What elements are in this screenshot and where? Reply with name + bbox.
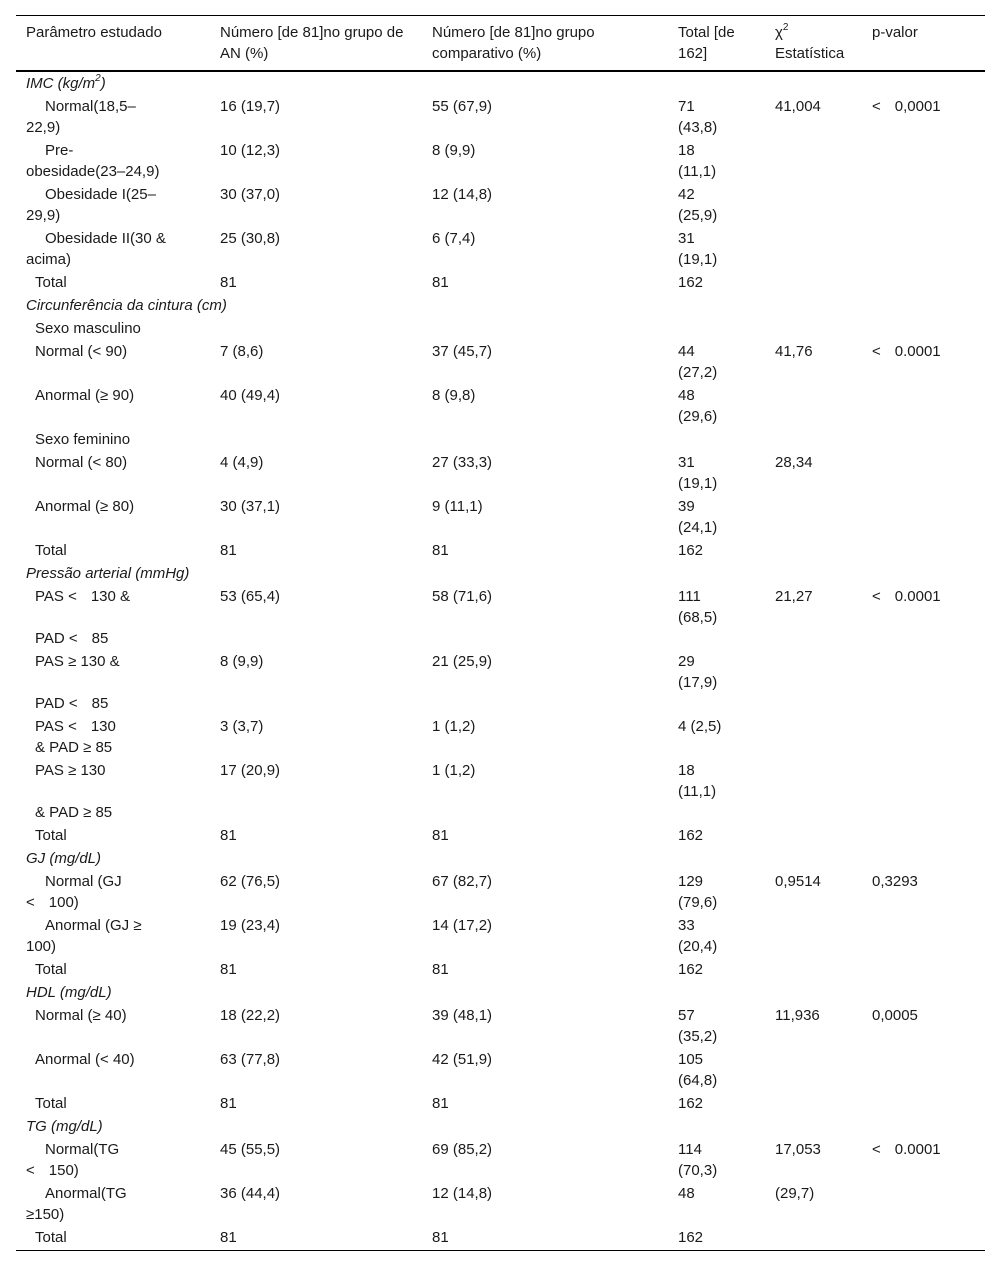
header-param: Parâmetro estudado: [16, 16, 210, 72]
row-label: Total: [35, 542, 67, 559]
cell-p: [862, 1092, 985, 1115]
cell-chi: [765, 227, 862, 271]
table-row: [16, 271, 985, 294]
cell-an: 81: [220, 1095, 237, 1112]
row-label: Total: [35, 274, 67, 291]
cell-p: [862, 824, 985, 847]
cell-p: [862, 759, 985, 824]
cell-total: 4 (2,5): [678, 718, 722, 735]
table-row: [16, 95, 985, 139]
cell-p: < 0.0001: [872, 1141, 941, 1158]
cell-total: 44 (27,2): [678, 343, 718, 381]
cell-an: 30 (37,1): [220, 498, 281, 515]
cell-chi: 41,76: [775, 343, 813, 360]
cell-comp: 14 (17,2): [432, 917, 493, 934]
cell-chi: 41,004: [775, 98, 821, 115]
cell-p: [862, 1182, 985, 1226]
cell-total: 42 (25,9): [678, 186, 718, 224]
section-row: [16, 562, 985, 585]
subgroup-label: Sexo masculino: [35, 320, 141, 337]
cell-total: 114 (70,3): [678, 1141, 718, 1179]
cell-p: [862, 139, 985, 183]
cell-p: [862, 1048, 985, 1092]
section-title: GJ (mg/dL): [26, 850, 102, 867]
cell-comp: 55 (67,9): [432, 98, 493, 115]
cell-total: 18 (11,1): [678, 762, 717, 800]
cell-chi: [765, 539, 862, 562]
cell-p: [862, 539, 985, 562]
cell-total: 162: [678, 827, 704, 844]
cell-comp: 8 (9,8): [432, 387, 476, 404]
row-label: PAS < 130 & PAD ≥ 85: [35, 718, 116, 756]
row-label: Normal(18,5– 22,9): [26, 98, 136, 136]
header-comp: Número [de 81]no grupo comparativo (%): [422, 16, 668, 72]
section-title: TG (mg/dL): [26, 1118, 103, 1135]
subgroup-label: Sexo feminino: [35, 431, 131, 448]
cell-p: [862, 271, 985, 294]
cell-comp: 67 (82,7): [432, 873, 493, 890]
cell-chi: [765, 183, 862, 227]
table-row: [16, 539, 985, 562]
row-label: Anormal (GJ ≥ 100): [26, 917, 142, 955]
header-total: Total [de 162]: [668, 16, 765, 72]
cell-chi: [765, 271, 862, 294]
cell-an: 36 (44,4): [220, 1185, 281, 1202]
cell-total: 29 (17,9): [678, 653, 718, 691]
section-title: Pressão arterial (mmHg): [26, 565, 190, 582]
section-row: [16, 1115, 985, 1138]
table-row: [16, 715, 985, 759]
cell-total: 162: [678, 961, 704, 978]
cell-comp: 21 (25,9): [432, 653, 493, 670]
cell-comp: 58 (71,6): [432, 588, 493, 605]
cell-total: 48 (29,6): [678, 387, 718, 425]
cell-comp: 81: [432, 961, 449, 978]
cell-an: 7 (8,6): [220, 343, 264, 360]
cell-an: 4 (4,9): [220, 454, 264, 471]
cell-total: 162: [668, 1226, 765, 1251]
cell-total: 105 (64,8): [678, 1051, 718, 1089]
table-row: [16, 1182, 985, 1226]
section-title: IMC $(kg/m^2)$: [26, 73, 106, 92]
table-row: [16, 759, 985, 824]
table-row: [16, 495, 985, 539]
cell-comp: 81: [422, 1226, 668, 1251]
cell-comp: 81: [432, 827, 449, 844]
cell-an: 25 (30,8): [220, 230, 281, 247]
cell-total: 162: [678, 542, 704, 559]
table-row: [16, 585, 985, 650]
cell-comp: 9 (11,1): [432, 498, 483, 515]
table-row: [16, 1048, 985, 1092]
cell-chi: [765, 824, 862, 847]
header-an: Número [de 81]no grupo de AN (%): [210, 16, 422, 72]
data-table-container: [16, 15, 985, 1251]
cell-p: [862, 384, 985, 428]
cell-p: [862, 715, 985, 759]
cell-an: 81: [220, 827, 237, 844]
cell-total: 57 (35,2): [678, 1007, 718, 1045]
cell-comp: 37 (45,7): [432, 343, 493, 360]
cell-total: 33 (20,4): [678, 917, 718, 955]
section-title: Circunferência da cintura (cm): [26, 297, 227, 314]
table-row: [16, 317, 985, 340]
cell-comp: 81: [432, 542, 449, 559]
cell-p: [862, 958, 985, 981]
row-label: Normal (< 80): [35, 454, 128, 471]
cell-chi: [765, 495, 862, 539]
cell-p: 0,0005: [872, 1007, 918, 1024]
table-row: [16, 183, 985, 227]
row-label: Anormal(TG ≥150): [26, 1185, 127, 1223]
table-row: [16, 1138, 985, 1182]
cell-chi: [765, 759, 862, 824]
table-row: [16, 340, 985, 384]
table-row: [16, 1004, 985, 1048]
cell-chi: [765, 1092, 862, 1115]
cell-chi: 28,34: [775, 454, 813, 471]
cell-chi: (29,7): [775, 1185, 815, 1202]
section-row: [16, 294, 985, 317]
cell-total: 129 (79,6): [678, 873, 718, 911]
cell-comp: 1 (1,2): [432, 762, 476, 779]
cell-chi: [765, 1048, 862, 1092]
row-label: Anormal (≥ 80): [35, 498, 135, 515]
cell-p: [862, 1226, 985, 1251]
table-row: [16, 384, 985, 428]
cell-total: 162: [678, 274, 704, 291]
cell-an: 81: [220, 542, 237, 559]
cell-an: 8 (9,9): [220, 653, 264, 670]
cell-chi: 17,053: [775, 1141, 821, 1158]
cell-total: 48: [678, 1185, 695, 1202]
row-label: Obesidade I(25– 29,9): [26, 186, 156, 224]
table-row: [16, 139, 985, 183]
cell-comp: 81: [432, 1095, 449, 1112]
row-label: Normal (< 90): [35, 343, 128, 360]
cell-comp: 81: [432, 274, 449, 291]
cell-p: [862, 650, 985, 715]
table-row: [16, 428, 985, 451]
cell-p: [862, 495, 985, 539]
table-row: [16, 958, 985, 981]
row-label: Normal (≥ 40): [35, 1007, 127, 1024]
cell-total: 31 (19,1): [678, 230, 718, 268]
cell-p: 0,3293: [872, 873, 918, 890]
cell-an: 81: [210, 1226, 422, 1251]
cell-an: 45 (55,5): [220, 1141, 281, 1158]
cell-chi: 11,936: [775, 1007, 820, 1024]
section-row: [16, 981, 985, 1004]
row-label: Total: [16, 1226, 210, 1251]
table-row: [16, 914, 985, 958]
cell-comp: 1 (1,2): [432, 718, 476, 735]
table-row: [16, 650, 985, 715]
cell-chi: [765, 384, 862, 428]
row-label: PAS < 130 & PAD < 85: [35, 588, 131, 647]
header-row: [16, 16, 985, 72]
cell-total: 39 (24,1): [678, 498, 718, 536]
cell-an: 63 (77,8): [220, 1051, 281, 1068]
cell-an: 10 (12,3): [220, 142, 281, 159]
cell-an: 30 (37,0): [220, 186, 281, 203]
cell-comp: 6 (7,4): [432, 230, 476, 247]
cell-p: < 0.0001: [872, 588, 941, 605]
cell-chi: [765, 139, 862, 183]
cell-an: 16 (19,7): [220, 98, 281, 115]
cell-p: [862, 183, 985, 227]
cell-chi: [765, 958, 862, 981]
cell-chi: [765, 715, 862, 759]
row-label: Anormal (≥ 90): [35, 387, 135, 404]
cell-comp: 12 (14,8): [432, 186, 493, 203]
cell-total: 31 (19,1): [678, 454, 718, 492]
cell-comp: 27 (33,3): [432, 454, 493, 471]
header-p: p-valor: [862, 16, 985, 72]
section-title: HDL (mg/dL): [26, 984, 112, 1001]
cell-total: 18 (11,1): [678, 142, 717, 180]
chi-sup: 2: [782, 22, 789, 33]
row-label: Total: [35, 827, 67, 844]
row-label: Normal (GJ < 100): [26, 873, 122, 911]
cell-comp: 42 (51,9): [432, 1051, 493, 1068]
cell-an: 81: [220, 961, 237, 978]
row-label: PAS ≥ 130 & PAD < 85: [35, 653, 120, 712]
cell-comp: 39 (48,1): [432, 1007, 493, 1024]
row-label: Normal(TG < 150): [26, 1141, 120, 1179]
cell-p: < 0,0001: [872, 98, 941, 115]
cell-p: < 0.0001: [872, 343, 941, 360]
table-row: [16, 451, 985, 495]
table-row: [16, 824, 985, 847]
results-table: [16, 15, 985, 1251]
cell-chi: [765, 1226, 862, 1251]
cell-p: [862, 914, 985, 958]
section-row: [16, 847, 985, 870]
row-label: Total: [35, 961, 67, 978]
chi-symbol: χ: [775, 24, 783, 41]
cell-chi: [765, 914, 862, 958]
table-row: [16, 227, 985, 271]
cell-an: 17 (20,9): [220, 762, 281, 779]
chi-label: Estatística: [775, 45, 845, 62]
table-row: [16, 870, 985, 914]
row-label: Total: [35, 1095, 67, 1112]
cell-chi: [765, 650, 862, 715]
row-label: Obesidade II(30 & acima): [26, 230, 166, 268]
cell-chi: 21,27: [775, 588, 813, 605]
cell-total: 71 (43,8): [678, 98, 718, 136]
cell-an: 19 (23,4): [220, 917, 281, 934]
cell-an: 3 (3,7): [220, 718, 264, 735]
section-row: [16, 71, 985, 95]
cell-total: 111 (68,5): [678, 588, 718, 626]
header-chi: [765, 16, 862, 72]
cell-an: 53 (65,4): [220, 588, 281, 605]
cell-p: [862, 451, 985, 495]
cell-chi: 0,9514: [775, 873, 821, 890]
cell-comp: 69 (85,2): [432, 1141, 493, 1158]
cell-comp: 12 (14,8): [432, 1185, 493, 1202]
table-row: [16, 1092, 985, 1115]
cell-comp: 8 (9,9): [432, 142, 476, 159]
cell-total: 162: [678, 1095, 704, 1112]
cell-an: 62 (76,5): [220, 873, 281, 890]
cell-p: [862, 227, 985, 271]
cell-an: 40 (49,4): [220, 387, 281, 404]
table-row: [16, 1226, 985, 1251]
row-label: Anormal (< 40): [35, 1051, 135, 1068]
cell-an: 81: [220, 274, 237, 291]
row-label: PAS ≥ 130 & PAD ≥ 85: [35, 762, 113, 821]
row-label: Pre- obesidade(23–24,9): [26, 142, 160, 180]
cell-an: 18 (22,2): [220, 1007, 281, 1024]
